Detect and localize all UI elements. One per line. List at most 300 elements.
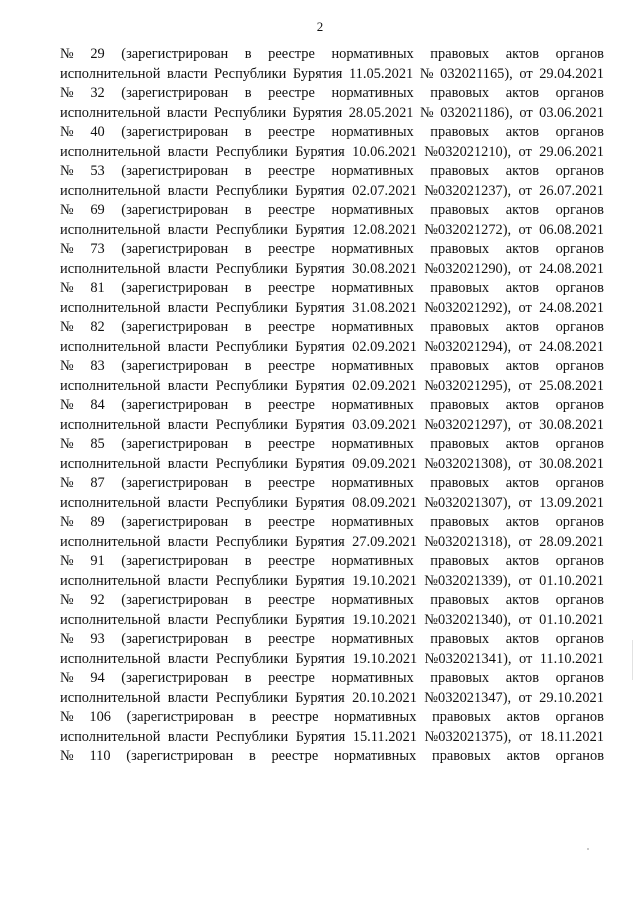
- word: органов: [555, 241, 604, 257]
- word: от: [518, 182, 532, 199]
- entry-line-first: [60, 84, 604, 104]
- word: 81: [90, 280, 105, 296]
- word: актов: [505, 46, 539, 62]
- entry-paragraph: [60, 240, 604, 279]
- word: исполнительной: [60, 104, 161, 121]
- word: №: [60, 358, 74, 374]
- word: (зарегистрирован: [121, 592, 229, 608]
- word: 06.08.2021: [539, 221, 604, 238]
- word: Бурятия: [295, 182, 345, 199]
- word: (зарегистрирован: [121, 514, 229, 530]
- entry-paragraph: [60, 201, 604, 240]
- word: от: [519, 65, 533, 82]
- word: реестре: [271, 709, 319, 725]
- word: 18.11.2021: [539, 728, 604, 745]
- word: 29.10.2021: [539, 689, 604, 706]
- word: исполнительной: [60, 65, 161, 82]
- word: (зарегистрирован: [126, 748, 234, 764]
- word: №: [60, 124, 74, 140]
- word: власти: [167, 572, 209, 589]
- entry-line-first: [60, 357, 604, 377]
- word: Бурятия: [295, 338, 345, 355]
- word: реестре: [268, 280, 315, 296]
- word: №: [60, 319, 74, 335]
- word: Бурятия: [295, 143, 345, 160]
- word: исполнительной: [60, 650, 161, 667]
- word: реестре: [268, 85, 315, 101]
- word: 24.08.2021: [539, 260, 604, 277]
- entry-line-first: [60, 435, 604, 455]
- word: власти: [167, 728, 209, 745]
- word: в: [244, 163, 252, 179]
- word: Республики: [213, 104, 287, 121]
- word: №032021308),: [424, 455, 512, 472]
- entry-paragraph: [60, 669, 604, 708]
- word: правовых: [430, 436, 490, 452]
- word: Бурятия: [292, 65, 343, 82]
- word: (зарегистрирован: [121, 46, 229, 62]
- word: правовых: [432, 709, 491, 725]
- word: Республики: [215, 143, 288, 160]
- word: исполнительной: [60, 533, 161, 550]
- word: актов: [505, 358, 539, 374]
- word: 08.09.2021: [352, 494, 417, 511]
- word: (зарегистрирован: [121, 553, 229, 569]
- word: 32: [90, 85, 105, 101]
- word: от: [518, 338, 532, 355]
- word: реестре: [268, 592, 315, 608]
- word: в: [244, 319, 252, 335]
- word: власти: [167, 689, 209, 706]
- word: актов: [505, 202, 539, 218]
- word: в: [244, 397, 252, 413]
- word: 82: [90, 319, 105, 335]
- word: 11.10.2021: [539, 650, 604, 667]
- word: исполнительной: [60, 377, 161, 394]
- entry-line-first: [60, 747, 604, 767]
- word: №: [60, 46, 74, 62]
- word: №: [60, 436, 74, 452]
- entry-line-first: [60, 240, 604, 260]
- word: 19.10.2021: [352, 650, 418, 667]
- word: реестре: [268, 631, 315, 647]
- word: реестре: [268, 46, 315, 62]
- entry-line-second: [60, 221, 604, 241]
- word: в: [244, 475, 252, 491]
- word: реестре: [268, 124, 315, 140]
- word: реестре: [268, 358, 315, 374]
- word: Бурятия: [295, 260, 345, 277]
- word: от: [518, 416, 532, 433]
- word: нормативных: [331, 280, 414, 296]
- word: в: [244, 514, 252, 530]
- word: органов: [555, 358, 604, 374]
- word: Бурятия: [295, 494, 345, 511]
- word: от: [518, 260, 532, 277]
- word: органов: [555, 85, 604, 101]
- word: от: [518, 221, 532, 238]
- word: 03.06.2021: [539, 104, 604, 121]
- word: актов: [505, 592, 539, 608]
- word: 84: [90, 397, 105, 413]
- word: от: [518, 533, 532, 550]
- word: №: [60, 202, 74, 218]
- word: 13.09.2021: [539, 494, 604, 511]
- word: органов: [555, 436, 604, 452]
- word: Бурятия: [295, 299, 345, 316]
- word: Республики: [215, 611, 288, 628]
- word: органов: [555, 397, 604, 413]
- word: власти: [167, 221, 209, 238]
- word: 12.08.2021: [352, 221, 417, 238]
- word: Республики: [214, 65, 287, 82]
- word: 20.10.2021: [352, 689, 417, 706]
- word: Республики: [215, 299, 288, 316]
- word: №: [60, 397, 74, 413]
- word: 02.09.2021: [352, 377, 417, 394]
- entry-paragraph: [60, 45, 604, 84]
- word: правовых: [430, 85, 490, 101]
- word: 15.11.2021: [352, 728, 417, 745]
- word: органов: [555, 319, 604, 335]
- word: №: [60, 241, 74, 257]
- word: реестре: [268, 202, 315, 218]
- word: в: [244, 124, 252, 140]
- word: 110: [89, 748, 111, 764]
- word: 91: [90, 553, 105, 569]
- word: власти: [167, 338, 209, 355]
- entry-line-first: [60, 591, 604, 611]
- word: актов: [505, 670, 539, 686]
- word: актов: [506, 748, 540, 764]
- entry-line-first: [60, 630, 604, 650]
- word: нормативных: [331, 592, 414, 608]
- page-number: 2: [316, 19, 324, 34]
- word: правовых: [432, 748, 491, 764]
- word: Республики: [215, 572, 288, 589]
- entry-line-first: [60, 396, 604, 416]
- word: Республики: [215, 338, 288, 355]
- word: от: [518, 455, 532, 472]
- word: власти: [167, 494, 209, 511]
- word: актов: [505, 124, 539, 140]
- word: в: [248, 748, 256, 764]
- word: 89: [90, 514, 105, 530]
- entry-line-second: [60, 338, 604, 358]
- word: 106: [89, 709, 111, 725]
- entry-paragraph: [60, 279, 604, 318]
- entry-paragraph: [60, 552, 604, 591]
- word: №032021292),: [424, 299, 512, 316]
- word: №: [60, 163, 74, 179]
- word: нормативных: [331, 46, 414, 62]
- word: в: [244, 46, 252, 62]
- entry-line-first: [60, 279, 604, 299]
- word: правовых: [430, 631, 490, 647]
- word: нормативных: [331, 436, 414, 452]
- word: 02.07.2021: [352, 182, 417, 199]
- scan-mark: [587, 848, 589, 850]
- word: (зарегистрирован: [121, 85, 229, 101]
- word: 24.08.2021: [539, 338, 604, 355]
- word: (зарегистрирован: [121, 280, 229, 296]
- word: 11.05.2021: [349, 65, 414, 82]
- word: Бурятия: [295, 650, 346, 667]
- word: исполнительной: [60, 572, 161, 589]
- word: нормативных: [334, 709, 417, 725]
- word: реестре: [268, 319, 315, 335]
- word: Бурятия: [295, 689, 345, 706]
- entry-paragraph: [60, 318, 604, 357]
- word: актов: [505, 436, 539, 452]
- word: Республики: [215, 455, 288, 472]
- entry-line-second: [60, 494, 604, 514]
- word: актов: [506, 709, 540, 725]
- word: (зарегистрирован: [121, 475, 229, 491]
- word: №032021318),: [424, 533, 512, 550]
- word: правовых: [430, 241, 490, 257]
- word: 30.08.2021: [352, 260, 417, 277]
- document-body: [60, 45, 604, 786]
- word: правовых: [430, 163, 490, 179]
- word: актов: [505, 85, 539, 101]
- word: реестре: [271, 748, 319, 764]
- word: власти: [166, 65, 208, 82]
- word: актов: [505, 475, 539, 491]
- word: №: [60, 553, 74, 569]
- word: №032021237),: [424, 182, 512, 199]
- word: Республики: [215, 221, 288, 238]
- word: 85: [90, 436, 105, 452]
- word: нормативных: [331, 163, 414, 179]
- entry-paragraph: [60, 435, 604, 474]
- word: (зарегистрирован: [121, 202, 229, 218]
- word: правовых: [430, 592, 490, 608]
- word: в: [244, 85, 252, 101]
- word: исполнительной: [60, 260, 161, 277]
- word: 29.06.2021: [539, 143, 604, 160]
- word: 93: [90, 631, 105, 647]
- word: актов: [505, 514, 539, 530]
- word: исполнительной: [60, 221, 161, 238]
- word: органов: [555, 553, 604, 569]
- word: №032021375),: [424, 728, 512, 745]
- word: 10.06.2021: [352, 143, 417, 160]
- word: исполнительной: [60, 611, 161, 628]
- entry-line-first: [60, 552, 604, 572]
- entry-line-first: [60, 318, 604, 338]
- word: реестре: [268, 241, 315, 257]
- word: правовых: [430, 514, 490, 530]
- word: органов: [555, 709, 604, 725]
- word: от: [518, 572, 532, 589]
- word: 30.08.2021: [539, 416, 604, 433]
- word: 30.08.2021: [539, 455, 604, 472]
- word: в: [249, 709, 257, 725]
- word: власти: [167, 260, 209, 277]
- word: №032021297),: [424, 416, 512, 433]
- word: 26.07.2021: [539, 182, 604, 199]
- word: в: [244, 358, 252, 374]
- word: 28.05.2021: [348, 104, 414, 121]
- word: 27.09.2021: [352, 533, 417, 550]
- entry-line-first: [60, 513, 604, 533]
- word: №032021210),: [424, 143, 512, 160]
- word: (зарегистрирован: [121, 358, 229, 374]
- word: органов: [555, 631, 604, 647]
- word: Бурятия: [295, 377, 345, 394]
- word: №032021340),: [424, 611, 512, 628]
- entry-line-first: [60, 123, 604, 143]
- word: Республики: [215, 650, 289, 667]
- word: органов: [555, 475, 604, 491]
- word: (зарегистрирован: [121, 124, 229, 140]
- word: власти: [167, 455, 209, 472]
- word: (зарегистрирован: [121, 631, 229, 647]
- word: Республики: [215, 533, 288, 550]
- entry-line-second: [60, 728, 604, 748]
- word: реестре: [268, 397, 315, 413]
- word: (зарегистрирован: [121, 163, 229, 179]
- word: 87: [90, 475, 105, 491]
- word: (зарегистрирован: [121, 397, 229, 413]
- word: Бурятия: [295, 572, 345, 589]
- word: от: [518, 728, 533, 745]
- word: власти: [167, 533, 209, 550]
- word: №: [60, 670, 74, 686]
- word: от: [519, 104, 533, 121]
- word: в: [244, 592, 252, 608]
- word: нормативных: [331, 85, 414, 101]
- entry-paragraph: [60, 123, 604, 162]
- word: нормативных: [331, 241, 414, 257]
- entry-line-second: [60, 689, 604, 709]
- entry-line-second: [60, 572, 604, 592]
- word: 29: [90, 46, 105, 62]
- word: органов: [555, 280, 604, 296]
- entry-line-second: [60, 143, 604, 163]
- word: 09.09.2021: [352, 455, 417, 472]
- word: №032021294),: [424, 338, 512, 355]
- word: 53: [90, 163, 105, 179]
- word: 83: [90, 358, 105, 374]
- word: 24.08.2021: [539, 299, 604, 316]
- word: Республики: [216, 728, 289, 745]
- word: исполнительной: [60, 689, 161, 706]
- word: нормативных: [331, 553, 414, 569]
- word: 25.08.2021: [539, 377, 604, 394]
- word: Республики: [215, 494, 288, 511]
- word: в: [244, 436, 252, 452]
- word: 73: [90, 241, 105, 257]
- word: 94: [90, 670, 105, 686]
- word: 19.10.2021: [352, 572, 417, 589]
- word: реестре: [268, 670, 315, 686]
- word: Республики: [215, 416, 288, 433]
- word: от: [518, 494, 532, 511]
- word: реестре: [268, 553, 315, 569]
- entry-line-second: [60, 650, 604, 670]
- entry-line-second: [60, 260, 604, 280]
- word: актов: [505, 631, 539, 647]
- entry-line-first: [60, 669, 604, 689]
- word: №: [60, 85, 74, 101]
- word: в: [244, 202, 252, 218]
- word: Бурятия: [295, 221, 345, 238]
- entry-line-first: [60, 708, 604, 728]
- word: в: [244, 553, 252, 569]
- word: нормативных: [331, 397, 414, 413]
- word: (зарегистрирован: [121, 319, 229, 335]
- word: в: [244, 241, 252, 257]
- word: органов: [555, 202, 604, 218]
- word: органов: [555, 748, 604, 764]
- word: Бурятия: [295, 455, 345, 472]
- entry-line-first: [60, 474, 604, 494]
- word: 40: [90, 124, 105, 140]
- word: №032021341),: [424, 650, 512, 667]
- word: исполнительной: [60, 338, 161, 355]
- word: №032021339),: [424, 572, 512, 589]
- word: №: [60, 280, 74, 296]
- word: 29.04.2021: [539, 65, 604, 82]
- entry-line-second: [60, 611, 604, 631]
- word: реестре: [268, 514, 315, 530]
- word: от: [518, 377, 532, 394]
- word: №: [419, 65, 434, 82]
- word: 032021165),: [440, 65, 513, 82]
- entry-line-second: [60, 455, 604, 475]
- word: нормативных: [331, 319, 414, 335]
- word: Бурятия: [295, 533, 345, 550]
- word: (зарегистрирован: [121, 436, 229, 452]
- word: органов: [555, 124, 604, 140]
- word: нормативных: [331, 631, 414, 647]
- word: 28.09.2021: [539, 533, 604, 550]
- word: власти: [167, 650, 209, 667]
- word: власти: [166, 104, 208, 121]
- word: нормативных: [334, 748, 417, 764]
- word: №032021295),: [424, 377, 512, 394]
- word: №: [60, 748, 74, 764]
- entry-paragraph: [60, 357, 604, 396]
- word: 19.10.2021: [352, 611, 417, 628]
- word: правовых: [430, 397, 490, 413]
- entry-line-second: [60, 377, 604, 397]
- word: (зарегистрирован: [121, 241, 229, 257]
- word: власти: [167, 377, 209, 394]
- word: нормативных: [331, 475, 414, 491]
- entry-line-second: [60, 65, 604, 85]
- word: Республики: [215, 182, 288, 199]
- word: актов: [505, 163, 539, 179]
- entry-paragraph: [60, 396, 604, 435]
- entry-line-second: [60, 416, 604, 436]
- entry-line-second: [60, 182, 604, 202]
- word: от: [518, 611, 532, 628]
- word: органов: [555, 46, 604, 62]
- entry-paragraph: [60, 474, 604, 513]
- word: реестре: [268, 475, 315, 491]
- word: актов: [505, 397, 539, 413]
- word: реестре: [268, 436, 315, 452]
- word: исполнительной: [60, 416, 161, 433]
- word: Республики: [215, 377, 288, 394]
- word: 032021186),: [440, 104, 513, 121]
- entry-line-first: [60, 201, 604, 221]
- word: от: [518, 650, 533, 667]
- word: исполнительной: [60, 728, 161, 745]
